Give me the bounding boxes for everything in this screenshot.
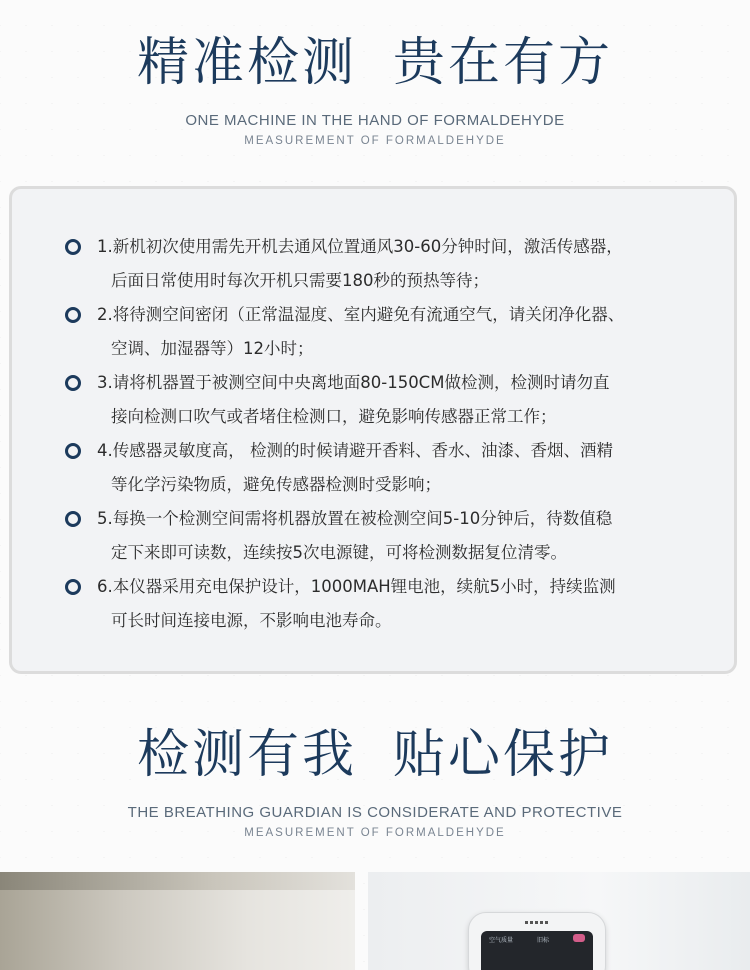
room-photo <box>0 872 355 970</box>
note-text-continued: 可长时间连接电源，不影响电池寿命。 <box>111 611 392 630</box>
status-pill-icon <box>573 934 585 942</box>
section-subtitle-en: THE BREATHING GUARDIAN IS CONSIDERATE AND PROTECTIVE <box>127 804 623 821</box>
note-text: 5.每换一个检测空间需将机器放置在被检测空间5-10分钟后，待数值稳 <box>97 509 613 528</box>
product-photo <box>368 872 750 970</box>
title-part-1: 精准检测 <box>136 33 357 93</box>
ring-bullet-icon <box>65 443 81 459</box>
room-wall-shape <box>0 872 355 890</box>
screen-tab: 旧标 <box>537 937 550 944</box>
note-text: 4.传感器灵敏度高， 检测的时候请避开香料、香水、油漆、香烟、酒精 <box>97 441 613 460</box>
ring-bullet-icon <box>65 239 81 255</box>
list-item <box>65 502 725 570</box>
title-part-2: 贵在有方 <box>393 33 614 93</box>
section-title <box>0 720 750 790</box>
detector-device <box>468 912 606 970</box>
list-item <box>65 298 725 366</box>
section-title <box>0 28 750 98</box>
note-text-continued: 接向检测口吹气或者堵住检测口，避免影响传感器正常工作； <box>111 407 557 426</box>
title-part-1: 检测有我 <box>136 725 357 785</box>
list-item <box>65 434 725 502</box>
list-item <box>65 230 725 298</box>
note-text: 2.将待测空间密闭（正常温湿度、室内避免有流通空气，请关闭净化器、 <box>97 305 625 324</box>
ring-bullet-icon <box>65 579 81 595</box>
note-text: 6.本仪器采用充电保护设计，1000MAH锂电池，续航5小时，持续监测 <box>97 577 616 596</box>
speaker-grille-icon <box>525 921 549 924</box>
usage-notes-card <box>9 186 737 674</box>
note-text: 3.请将机器置于被测空间中央离地面80-150CM做检测，检测时请勿直 <box>97 373 610 392</box>
title-part-2: 贴心保护 <box>393 725 614 785</box>
usage-notes-list <box>65 230 725 638</box>
section-subtitle-en-secondary: MEASUREMENT OF FORMALDEHYDE <box>244 135 506 147</box>
screen-label: 空气质量 <box>489 937 514 944</box>
section-subtitle-en-secondary: MEASUREMENT OF FORMALDEHYDE <box>244 827 506 839</box>
note-text-continued: 后面日常使用时每次开机只需要180秒的预热等待； <box>111 271 489 290</box>
ring-bullet-icon <box>65 511 81 527</box>
note-text: 1.新机初次使用需先开机去通风位置通风30-60分钟时间，激活传感器， <box>97 237 623 256</box>
note-text-continued: 定下来即可读数，连续按5次电源键，可将检测数据复位清零。 <box>111 543 567 562</box>
ring-bullet-icon <box>65 375 81 391</box>
device-screen <box>481 931 593 970</box>
section-header-precise-detection <box>0 28 750 147</box>
section-header-protection <box>0 720 750 839</box>
section-subtitle-en: ONE MACHINE IN THE HAND OF FORMALDEHYDE <box>185 112 565 129</box>
ring-bullet-icon <box>65 307 81 323</box>
list-item <box>65 366 725 434</box>
list-item <box>65 570 725 638</box>
note-text-continued: 空调、加湿器等）12小时； <box>111 339 314 358</box>
note-text-continued: 等化学污染物质，避免传感器检测时受影响； <box>111 475 441 494</box>
